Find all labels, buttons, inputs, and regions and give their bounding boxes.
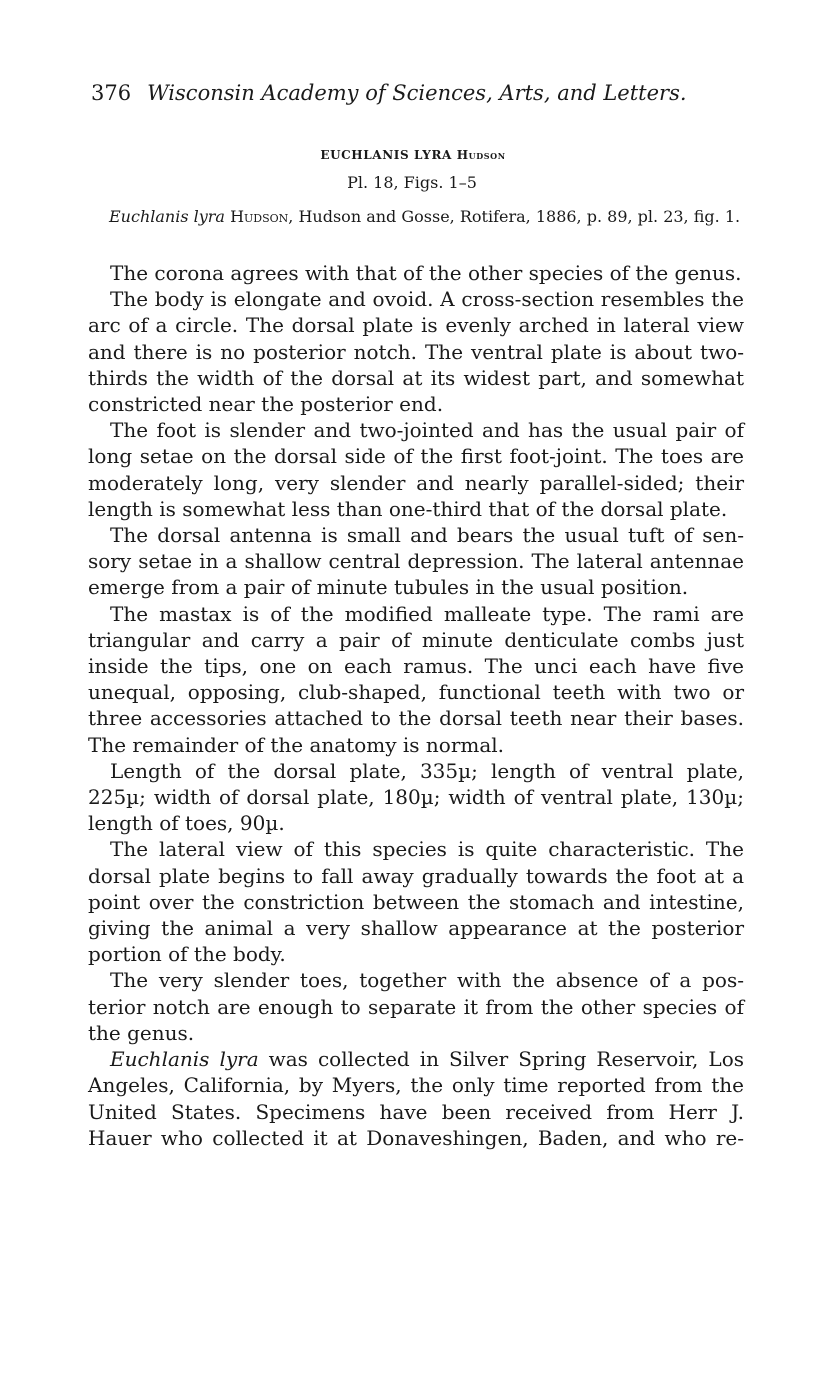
body-text <box>88 260 744 1151</box>
paragraph-corona: The corona agrees with that of the other species of the genus. <box>110 261 742 285</box>
running-head <box>91 78 731 108</box>
paragraph-foot: The foot is slender and two-jointed and has the usual pair of long setae on the dorsal side of the first foot-joint. The toes are moderately long, very slender and nearly parallel-sided; their length is somewhat less than one-third that of the dorsal plate. <box>88 418 744 521</box>
distribution-taxon: Euchlanis lyra <box>110 1047 259 1072</box>
paragraph-lateral-view: The lateral view of this species is quite characteristic. The dorsal plate begins to fall away gradually towards the foot at a point over the constriction between the stomach and intestine, giving the animal a very shallow appearance at the posterior portion of the body. <box>88 837 744 967</box>
journal-title: Wisconsin Academy of Sciences, Arts, and Letters. <box>147 81 687 105</box>
citation-source: , Hudson and Gosse, Rotifera, 1886, p. 89, pl. 23, fig. 1. <box>288 207 741 226</box>
paragraph-toes: The very slender toes, together with the absence of a posterior notch are enough to separate it from the other species of the genus. <box>88 968 744 1045</box>
paragraph-measurements: Length of the dorsal plate, 335µ; length of ventral plate, 225µ; width of dorsal plate, 180µ; width of ventral plate, 130µ; length of toes, 90µ. <box>88 758 744 836</box>
paragraph-mastax: The mastax is of the modified malleate type. The rami are triangular and carry a pair of minute denticulate combs just inside the tips, one on each ramus. The unci each have five unequal, opposing, club-shaped, functional teeth with two or three accessories attached to the dorsal teeth near their bases. The remainder of the anatomy is normal. <box>88 601 744 757</box>
citation-taxon: Euchlanis lyra <box>109 207 225 226</box>
species-heading: EUCHLANIS LYRA Hudson <box>320 148 506 162</box>
paragraph-antenna: The dorsal antenna is small and bears the usual tuft of sensory setae in a shallow central depression. The lateral antennae emerge from a pair of minute tubules in the usual position. <box>88 523 744 600</box>
distribution-text: was collected in Silver Spring Reservoir, Los Angeles, California, by Myers, the only time reported from the United States. Specimens have been received from Herr J. Hauer who collected it at Donaveshingen, Baden, and who re- <box>88 1047 744 1150</box>
taxonomic-citation <box>109 205 751 228</box>
page-number: 376 <box>91 81 132 105</box>
paragraph-body: The body is elongate and ovoid. A cross-section resembles the arc of a circle. The dorsal plate is evenly arched in lateral view and there is no posterior notch. The ventral plate is about two-thirds the width of the dorsal at its widest part, and somewhat constricted near the posterior end. <box>88 287 744 417</box>
paragraph-distribution <box>88 1046 744 1151</box>
plate-reference: Pl. 18, Figs. 1–5 <box>347 173 477 192</box>
citation-author: Hudson <box>230 207 289 226</box>
